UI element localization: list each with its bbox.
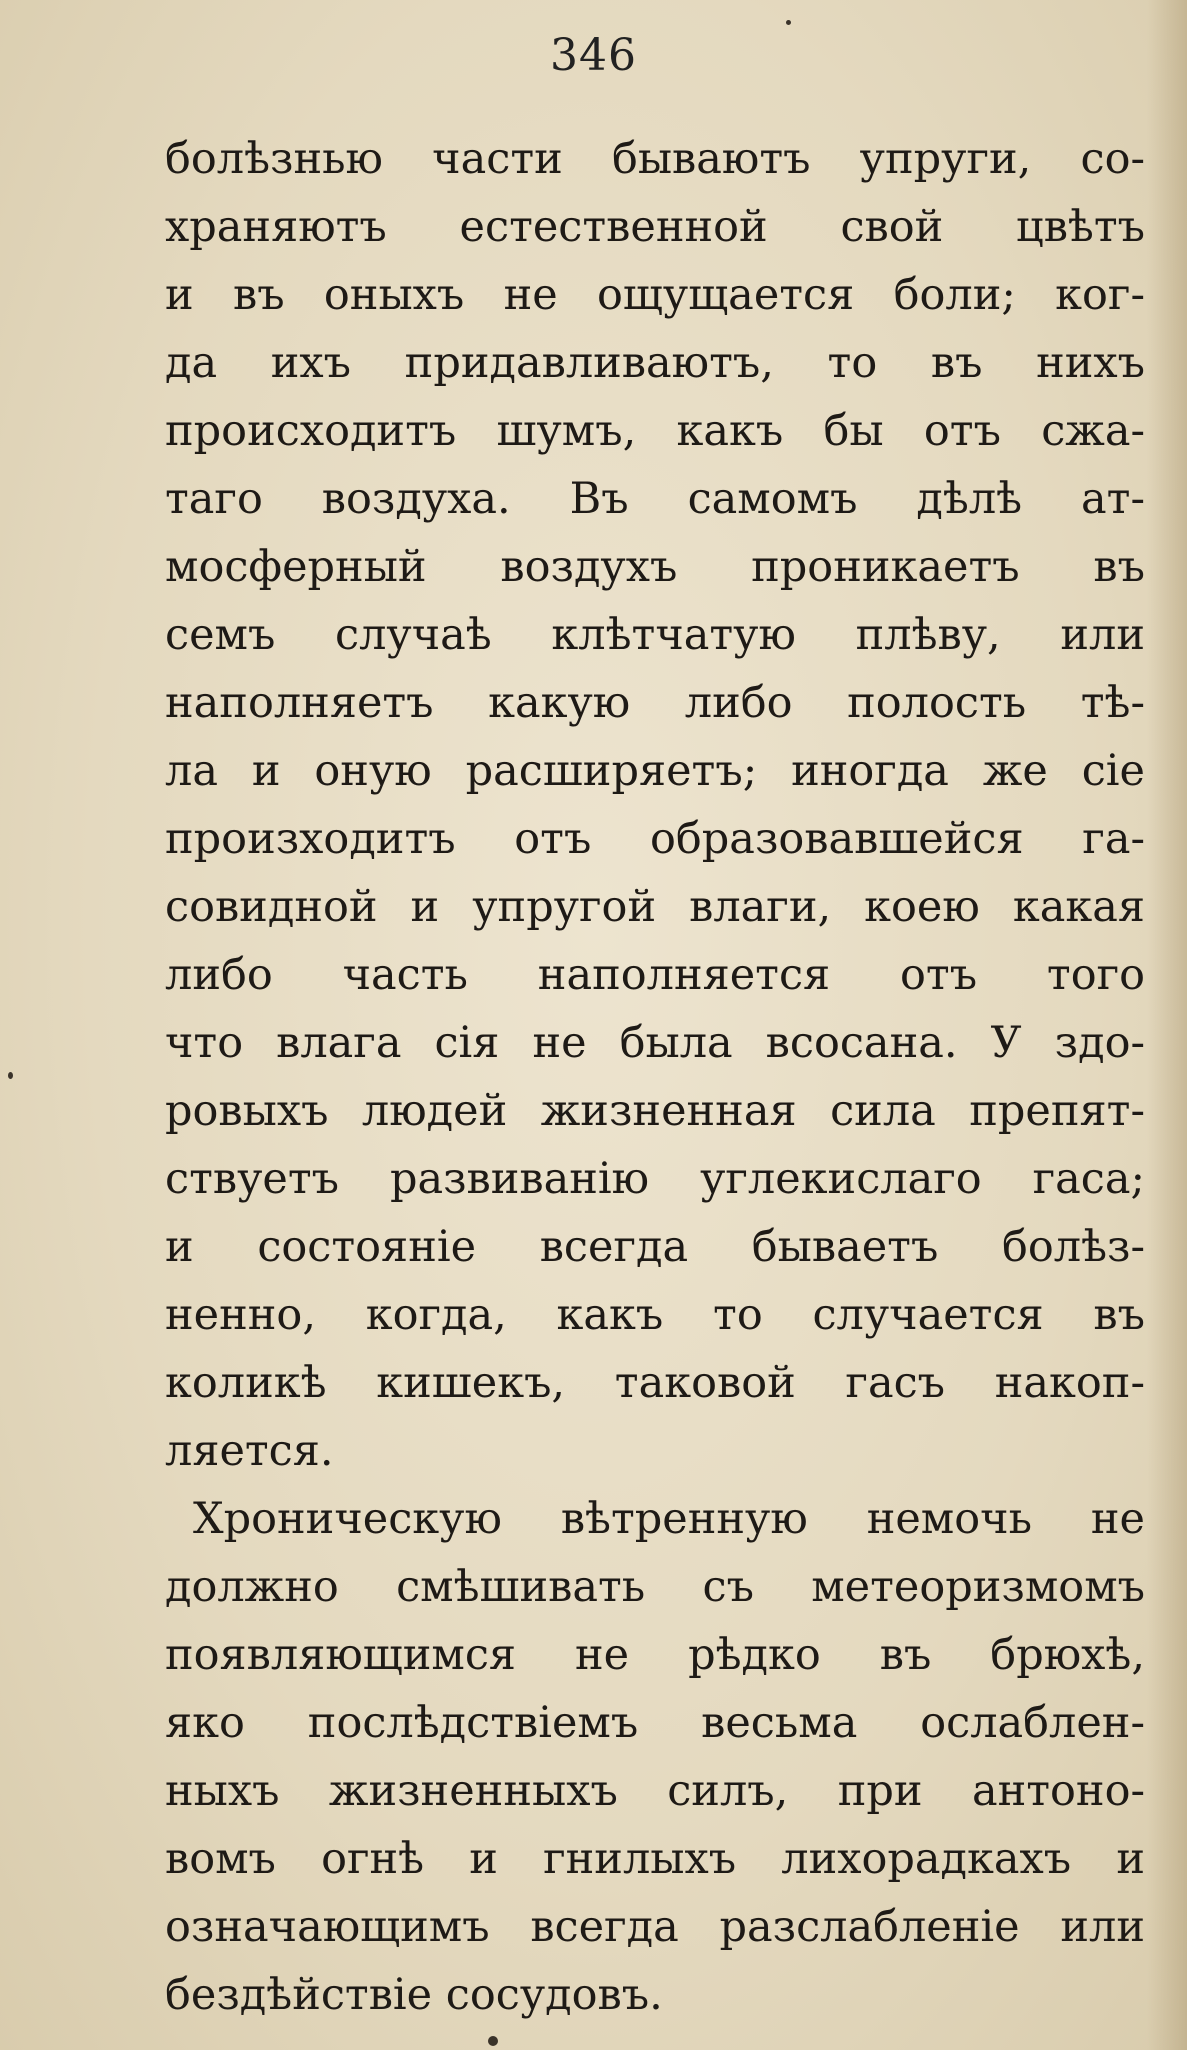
- text-line: яко послѣдствіемъ весьма ослаблен-: [165, 1698, 1145, 1748]
- text-line: мосферный воздухъ проникаетъ въ: [165, 542, 1145, 592]
- text-line: либо часть наполняется отъ того: [165, 950, 1145, 1000]
- page-edge-shadow: [1147, 0, 1187, 2050]
- text-line: Хроническую вѣтренную немочь не: [193, 1494, 1145, 1544]
- paragraph: [165, 125, 1145, 1485]
- page-number: 346: [550, 30, 637, 81]
- text-line: бездѣйствіе сосудовъ.: [165, 1970, 663, 2020]
- text-line: ныхъ жизненныхъ силъ, при антоно-: [165, 1766, 1145, 1816]
- ink-speck: [8, 1072, 13, 1079]
- text-line: наполняетъ какую либо полость тѣ-: [165, 678, 1145, 728]
- text-line: коликѣ кишекъ, таковой гасъ накоп-: [165, 1358, 1145, 1408]
- text-line: да ихъ придавливаютъ, то въ нихъ: [165, 338, 1145, 388]
- text-line: означающимъ всегда разслабленіе или: [165, 1902, 1145, 1952]
- text-line: болѣзнью части бываютъ упруги, со-: [165, 134, 1145, 184]
- text-line: и въ оныхъ не ощущается боли; ког-: [165, 270, 1145, 320]
- text-line: совидной и упругой влаги, коею какая: [165, 882, 1145, 932]
- text-line: происходитъ шумъ, какъ бы отъ сжа-: [165, 406, 1145, 456]
- text-line: ла и оную расширяетъ; иногда же сіе: [165, 746, 1145, 796]
- text-line: ствуетъ развиванію углекислаго гаса;: [165, 1154, 1145, 1204]
- text-line: вомъ огнѣ и гнилыхъ лихорадкахъ и: [165, 1834, 1145, 1884]
- text-line: храняютъ естественной свой цвѣтъ: [165, 202, 1145, 252]
- text-line: семъ случаѣ клѣтчатую плѣву, или: [165, 610, 1145, 660]
- paragraph: [165, 1485, 1145, 2029]
- text-line: должно смѣшивать съ метеоризмомъ: [165, 1562, 1145, 1612]
- ink-speck: [488, 2036, 498, 2046]
- text-line: произходитъ отъ образовавшейся га-: [165, 814, 1145, 864]
- body-text: [165, 125, 1145, 2029]
- text-line: ненно, когда, какъ то случается въ: [165, 1290, 1145, 1340]
- text-line: появляющимся не рѣдко въ брюхѣ,: [165, 1630, 1145, 1680]
- text-line: ровыхъ людей жизненная сила препят-: [165, 1086, 1145, 1136]
- text-line: и состояніе всегда бываетъ болѣз-: [165, 1222, 1145, 1272]
- text-line: таго воздуха. Въ самомъ дѣлѣ ат-: [165, 474, 1145, 524]
- text-line: что влага сія не была всосана. У здо-: [165, 1018, 1145, 1068]
- ink-speck: [786, 20, 791, 25]
- text-line: ляется.: [165, 1426, 334, 1476]
